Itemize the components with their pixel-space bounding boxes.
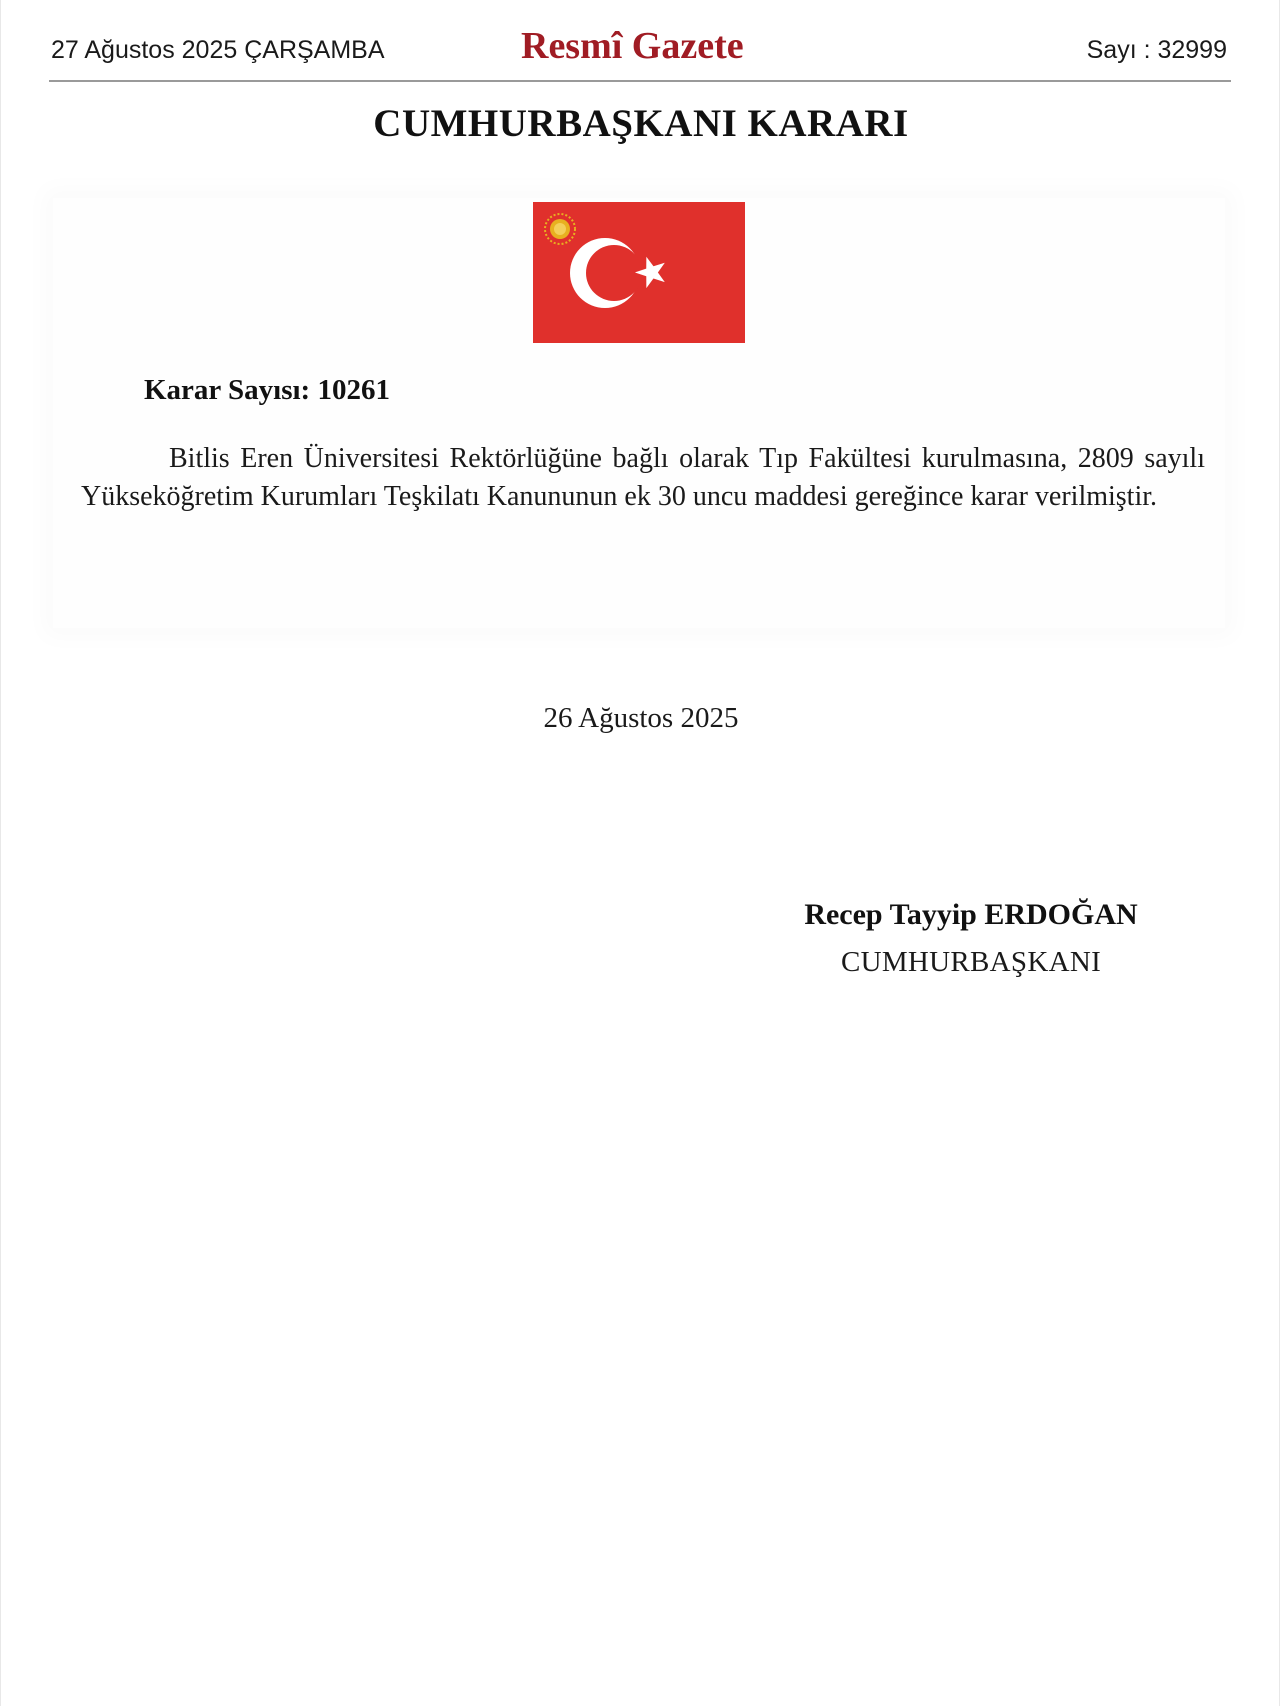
signature-block — [781, 898, 1161, 979]
decision-number: Karar Sayısı: 10261 — [144, 374, 390, 406]
flag-graphic — [533, 202, 745, 343]
turkish-flag-icon — [533, 202, 745, 343]
gazette-title: Resmî Gazete — [521, 25, 744, 67]
signer-title: CUMHURBAŞKANI — [840, 946, 1102, 978]
issue-number: Sayı : 32999 — [1086, 36, 1227, 64]
document-heading: CUMHURBAŞKANI KARARI — [373, 102, 909, 145]
decision-date: 26 Ağustos 2025 — [543, 702, 739, 734]
signer-name: Recep Tayyip ERDOĞAN — [804, 898, 1138, 931]
decision-text: Bitlis Eren Üniversitesi Rektörlüğüne bağlı olarak Tıp Fakültesi kurulmasına, 2809 sayılı Yükseköğretim Kurumları Teşkilatı Kanununun ek 30 uncu maddesi gereğince karar verilmiştir. — [81, 443, 1205, 512]
masthead — [49, 25, 1231, 82]
publication-date: 27 Ağustos 2025 ÇARŞAMBA — [51, 36, 385, 64]
